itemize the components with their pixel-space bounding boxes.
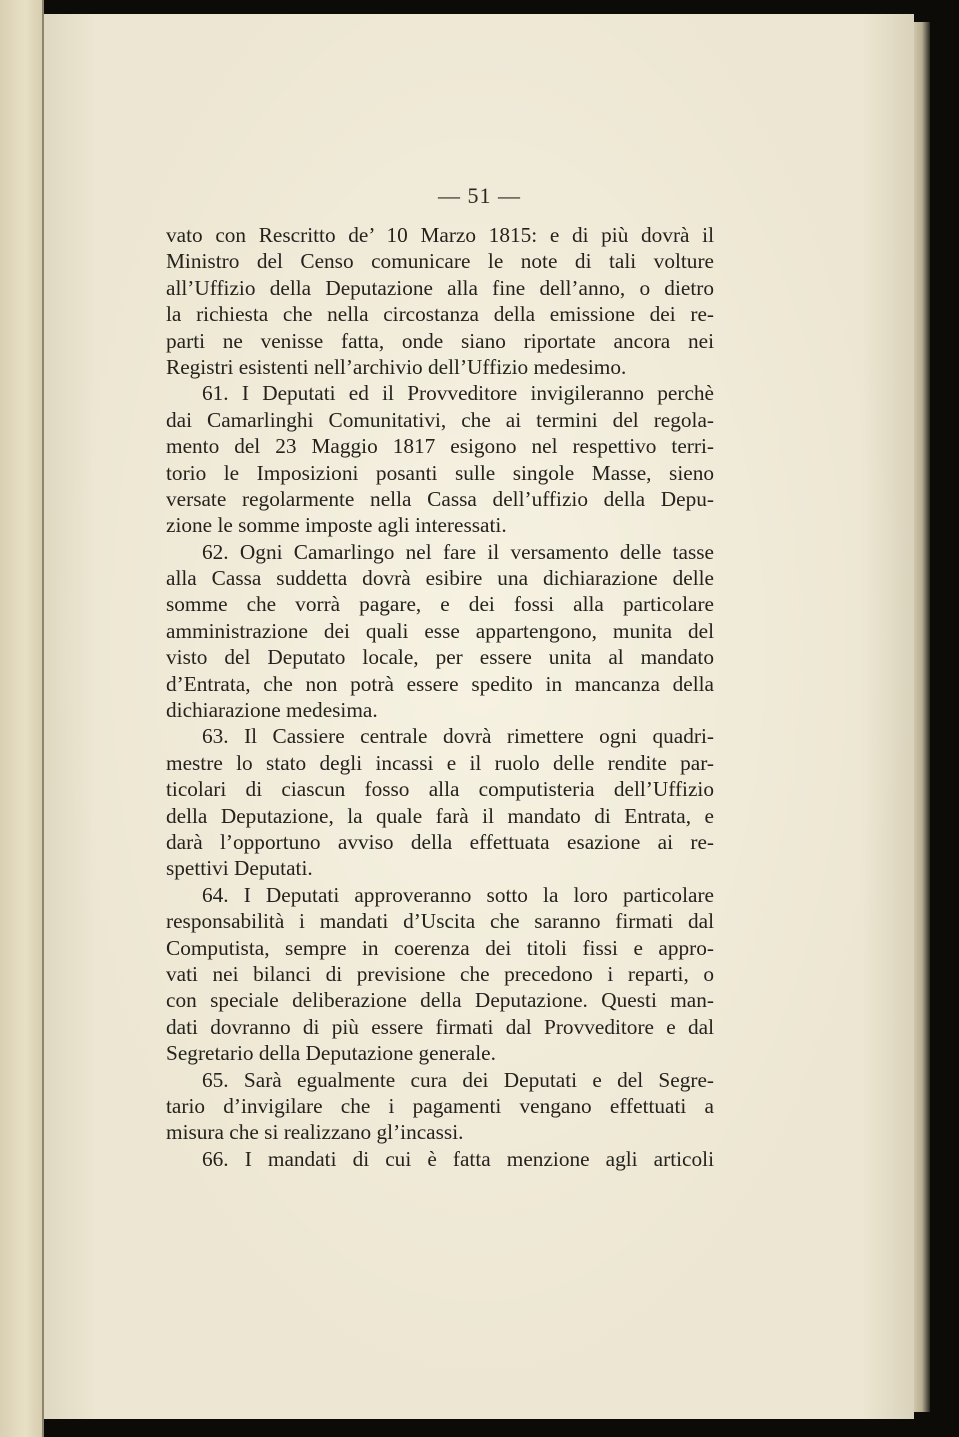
text-line: torio le Imposizioni posanti sulle singole Masse, sieno [166,460,714,485]
text-line: Ministro del Censo comunicare le note di tali volture [166,249,714,274]
page-fore-edge [914,22,930,1412]
text-line: responsabilità i mandati d’Uscita che saranno firmati dal [166,909,714,934]
text-line: con speciale deliberazione della Deputazione. Questi man- [166,988,714,1013]
text-line: ticolari di ciascun fosso alla computisteria dell’Uffizio [166,777,714,802]
text-line: misura che si realizzano gl’incassi. [166,1120,464,1145]
text-line: vato con Rescritto de’ 10 Marzo 1815: e di più dovrà il [166,223,714,247]
text-line: dati dovranno di più essere firmati dal Provveditore e dal [166,1014,714,1039]
text-line: dichiarazione medesima. [166,698,378,723]
text-line: spettivi Deputati. [166,856,313,881]
article-61-start: 61. I Deputati ed il Provveditore invigileranno perchè [202,381,714,406]
text-line: mestre lo stato degli incassi e il ruolo delle rendite par- [166,750,714,775]
text-line: dai Camarlinghi Comunitativi, che ai termini del regola- [166,407,714,432]
body-text [166,222,714,1172]
text-line: versate regolarmente nella Cassa dell’uffizio della Depu- [166,486,714,511]
text-line: vati nei bilanci di previsione che precedono i reparti, o [166,961,714,986]
text-line: amministrazione dei quali esse appartengono, munita del [166,618,714,643]
text-line: somme che vorrà pagare, e dei fossi alla particolare [166,592,714,617]
text-line: parti ne venisse fatta, onde siano riportate ancora nei [166,328,714,353]
page-number: — 51 — [438,183,521,208]
article-62-start: 62. Ogni Camarlingo nel fare il versamento delle tasse [202,539,714,564]
text-line: tario d’invigilare che i pagamenti vengano effettuati a [166,1093,714,1118]
article-64-start: 64. I Deputati approveranno sotto la loro particolare [202,882,714,907]
text-line: mento del 23 Maggio 1817 esigono nel respettivo terri- [166,434,714,459]
text-line: d’Entrata, che non potrà essere spedito in mancanza della [166,671,714,696]
text-line: Segretario della Deputazione generale. [166,1041,496,1066]
text-line: visto del Deputato locale, per essere unita al mandato [166,645,714,670]
text-line: darà l’opportuno avviso della effettuata esazione ai re- [166,829,714,854]
text-line: della Deputazione, la quale farà il mandato di Entrata, e [166,803,714,828]
facing-page-edge [0,0,44,1437]
article-63-start: 63. Il Cassiere centrale dovrà rimettere ogni quadri- [202,724,714,749]
text-line: la richiesta che nella circostanza della emissione dei re- [166,302,714,327]
article-65-start: 65. Sarà egualmente cura dei Deputati e del Segre- [202,1067,714,1092]
text-line: Computista, sempre in coerenza dei titoli fissi e appro- [166,935,714,960]
article-66-start: 66. I mandati di cui è fatta menzione agli articoli [202,1146,714,1171]
text-line: Registri esistenti nell’archivio dell’Uffizio medesimo. [166,354,627,379]
text-line: alla Cassa suddetta dovrà esibire una dichiarazione delle [166,566,714,591]
text-line: zione le somme imposte agli interessati. [166,513,507,538]
text-line: all’Uffizio della Deputazione alla fine dell’anno, o dietro [166,275,714,300]
